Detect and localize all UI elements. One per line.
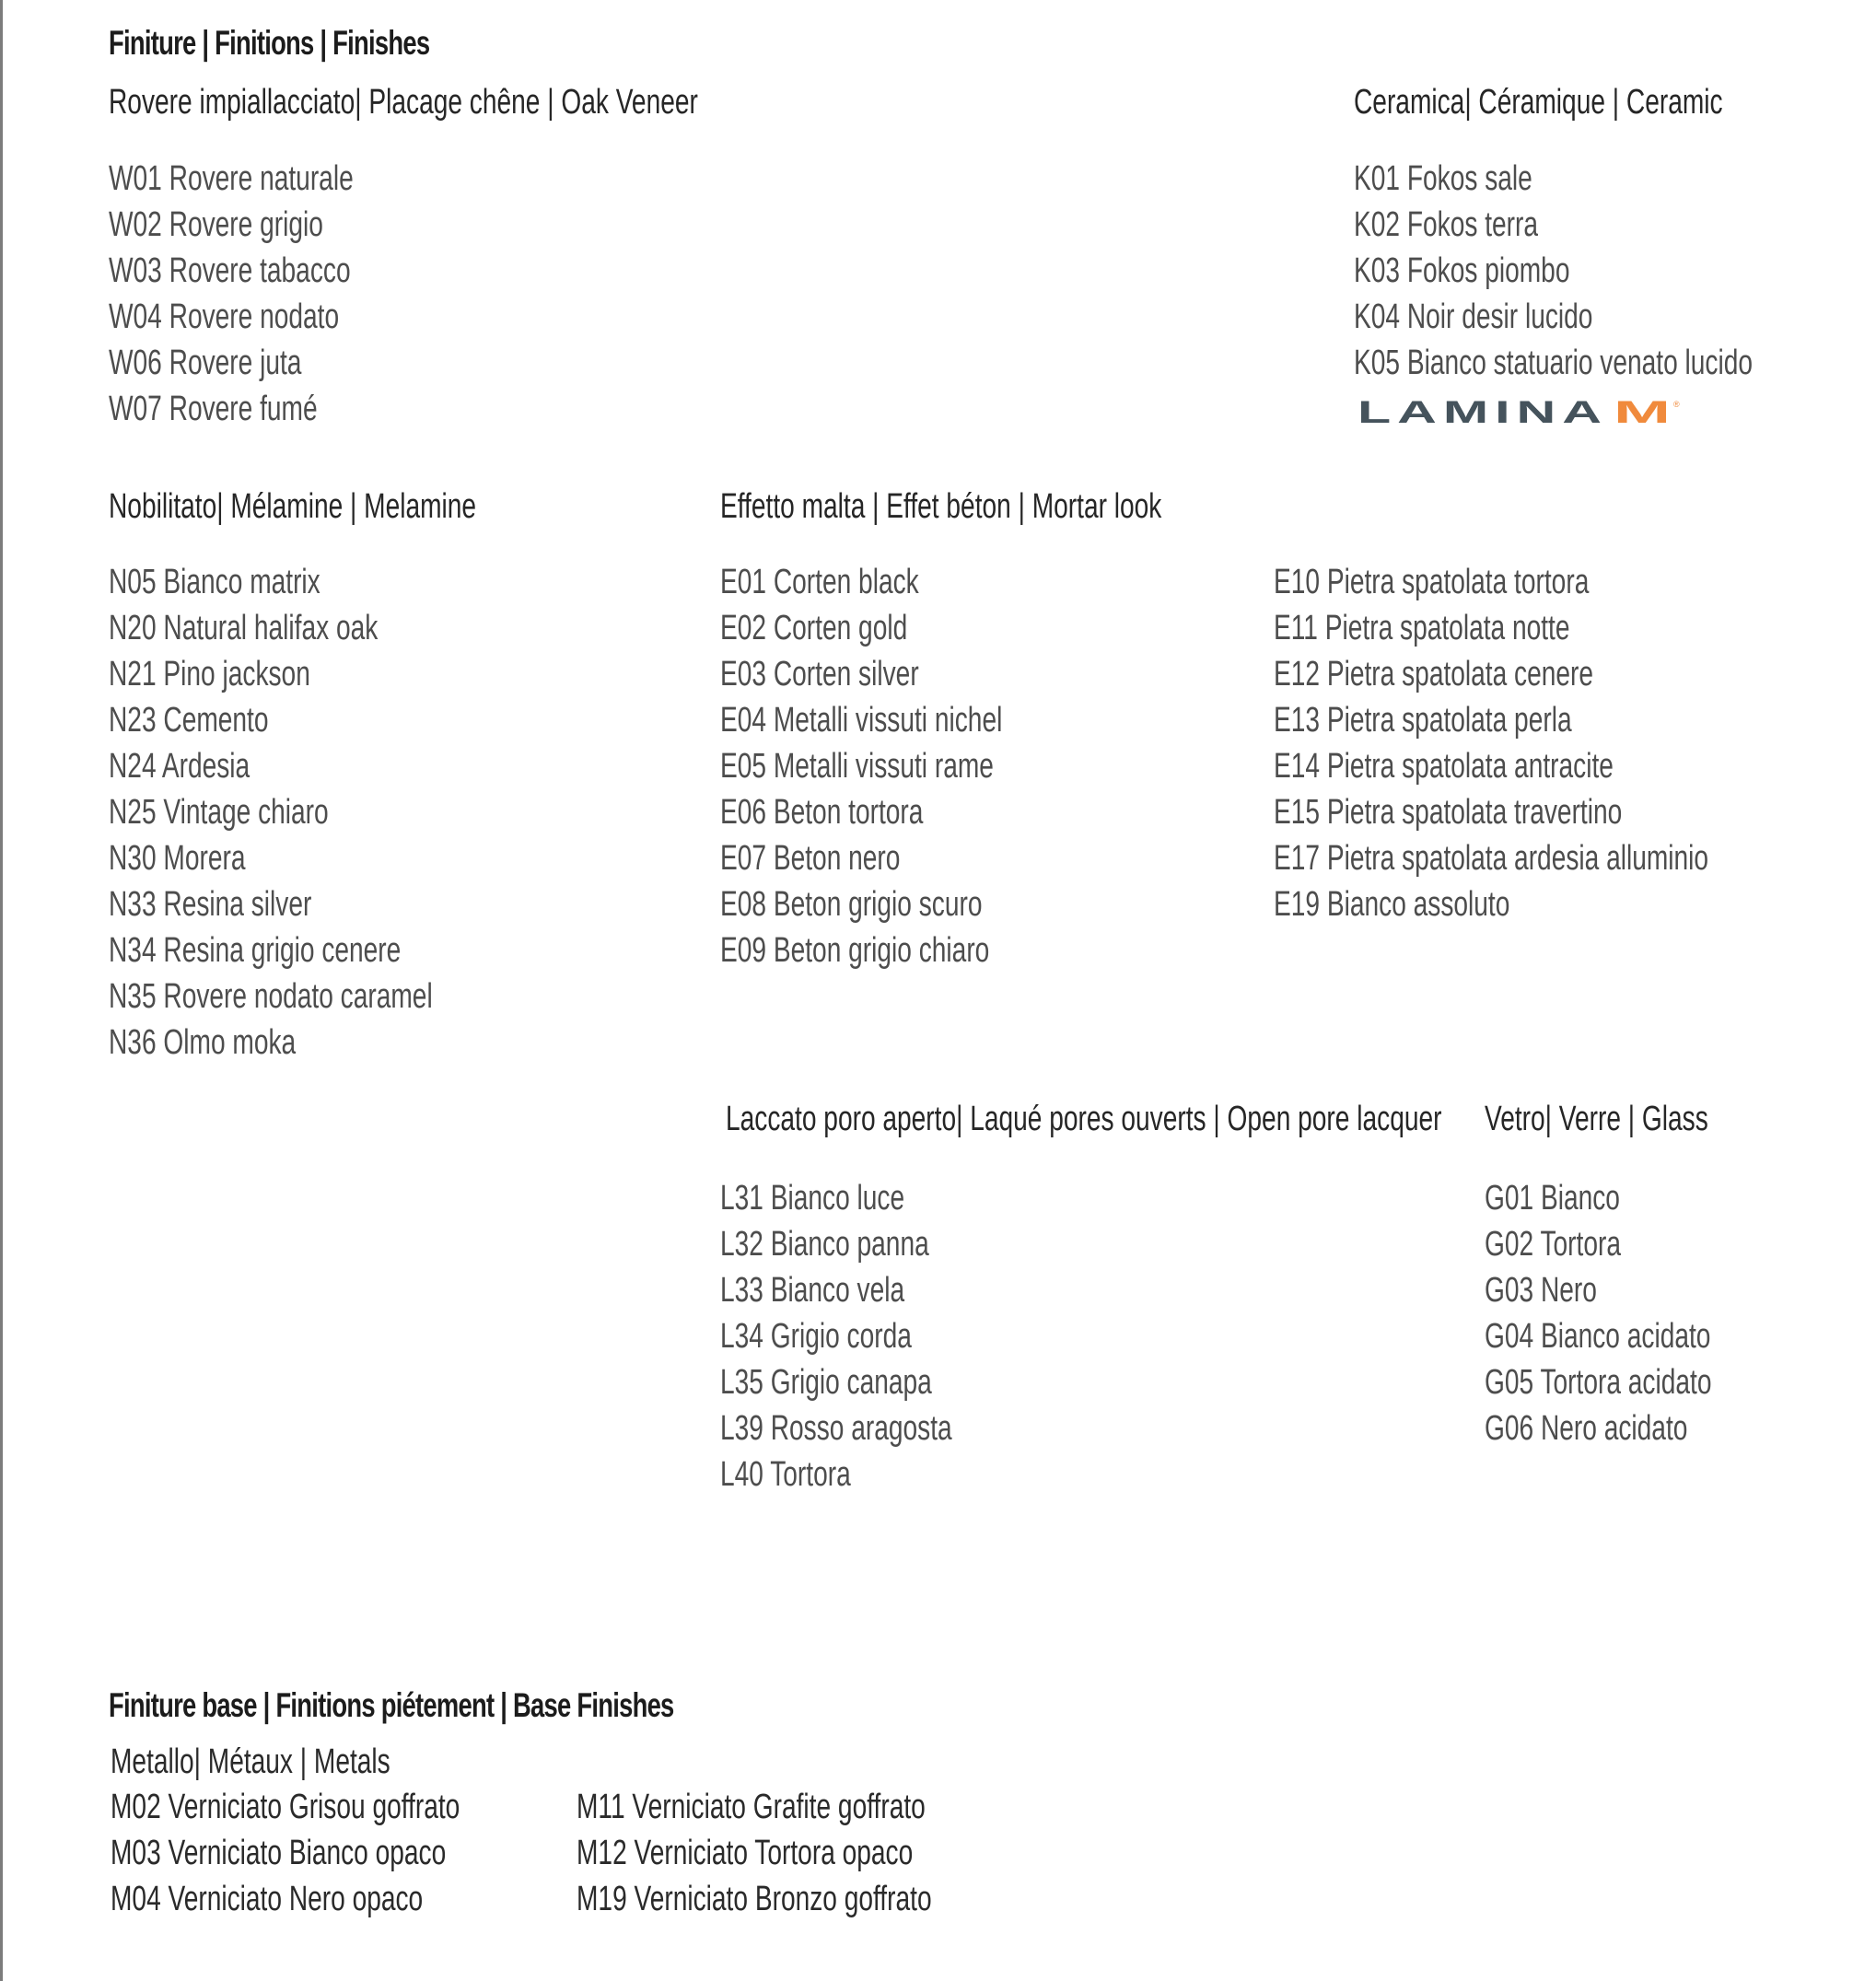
finish-item: E07 Beton nero: [720, 839, 901, 878]
finish-item: E06 Beton tortora: [720, 793, 924, 832]
finish-item: G02 Tortora: [1485, 1225, 1621, 1264]
finish-item: E13 Pietra spatolata perla: [1274, 701, 1572, 740]
finish-item: E14 Pietra spatolata antracite: [1274, 747, 1614, 786]
svg-text:®: ®: [1673, 400, 1680, 409]
finish-item: E08 Beton grigio scuro: [720, 885, 983, 924]
page-title-block: [109, 20, 542, 66]
laminam-logo: [1357, 398, 1698, 424]
finish-item: K03 Fokos piombo: [1354, 251, 1570, 290]
finish-item: M19 Verniciato Bronzo goffrato: [577, 1880, 932, 1918]
finish-item: M03 Verniciato Bianco opaco: [111, 1834, 447, 1872]
finish-item: K02 Fokos terra: [1354, 205, 1539, 244]
mortar-look-section: [720, 484, 1317, 530]
finish-item: W04 Rovere nodato: [109, 297, 340, 336]
page-title: Finiture | Finitions | Finishes: [109, 24, 430, 62]
finish-item: W01 Rovere naturale: [109, 159, 354, 198]
finish-item: L40 Tortora: [720, 1455, 851, 1494]
finish-item: W07 Rovere fumé: [109, 390, 318, 428]
glass-section: [1485, 1096, 1787, 1142]
mortar-look-heading: Effetto malta | Effet béton | Mortar look: [720, 487, 1162, 526]
metals-list-2: [577, 1784, 1056, 1922]
finish-item: N23 Cemento: [109, 701, 269, 740]
finish-item: E01 Corten black: [720, 563, 919, 601]
oak-veneer-heading: Rovere impiallacciato| Placage chêne | Oak Veneer: [109, 83, 698, 122]
finish-item: W06 Rovere juta: [109, 344, 302, 382]
ceramic-section: [1354, 79, 1852, 125]
open-pore-lacquer-list: [720, 1175, 1033, 1497]
finish-item: E17 Pietra spatolata ardesia alluminio: [1274, 839, 1709, 878]
finish-item: N30 Morera: [109, 839, 246, 878]
svg-text:M: M: [1614, 398, 1671, 425]
finish-item: N20 Natural halifax oak: [109, 609, 379, 647]
melamine-list: [109, 559, 546, 1066]
finish-item: N36 Olmo moka: [109, 1023, 297, 1062]
finish-item: N25 Vintage chiaro: [109, 793, 329, 832]
finish-item: W03 Rovere tabacco: [109, 251, 351, 290]
finish-item: E04 Metalli vissuti nichel: [720, 701, 1003, 740]
finish-item: L33 Bianco vela: [720, 1271, 905, 1310]
left-border-rule: [0, 0, 3, 1981]
finish-item: G06 Nero acidato: [1485, 1409, 1688, 1448]
finish-item: L34 Grigio corda: [720, 1317, 912, 1356]
finish-item: N33 Resina silver: [109, 885, 312, 924]
finish-item: L35 Grigio canapa: [720, 1363, 932, 1402]
oak-veneer-list: [109, 156, 439, 432]
finish-item: E19 Bianco assoluto: [1274, 885, 1510, 924]
glass-heading: Vetro| Verre | Glass: [1485, 1100, 1708, 1138]
finish-item: E12 Pietra spatolata cenere: [1274, 655, 1594, 693]
finish-item: L32 Bianco panna: [720, 1225, 929, 1264]
finish-item: L31 Bianco luce: [720, 1179, 905, 1218]
base-finishes-section: [109, 1683, 872, 1729]
finish-item: M12 Verniciato Tortora opaco: [577, 1834, 914, 1872]
finish-item: N24 Ardesia: [109, 747, 251, 786]
finish-item: G04 Bianco acidato: [1485, 1317, 1711, 1356]
finish-item: K04 Noir desir lucido: [1354, 297, 1593, 336]
finish-item: E03 Corten silver: [720, 655, 919, 693]
glass-list: [1485, 1175, 1791, 1451]
metals-heading: Metallo| Métaux | Metals: [111, 1742, 390, 1781]
mortar-look-list-2: [1274, 559, 1861, 927]
mortar-look-list-1: [720, 559, 1101, 973]
metals-heading-block: [111, 1739, 488, 1785]
ceramic-list: [1354, 156, 1876, 386]
ceramic-heading: Ceramica| Céramique | Ceramic: [1354, 83, 1723, 122]
finish-item: M02 Verniciato Grisou goffrato: [111, 1788, 460, 1826]
finish-item: G01 Bianco: [1485, 1179, 1620, 1218]
finish-item: E09 Beton grigio chiaro: [720, 931, 990, 970]
finish-item: L39 Rosso aragosta: [720, 1409, 952, 1448]
finish-item: E10 Pietra spatolata tortora: [1274, 563, 1590, 601]
finish-item: E05 Metalli vissuti rame: [720, 747, 994, 786]
finish-item: N35 Rovere nodato caramel: [109, 977, 433, 1016]
finish-item: N34 Resina grigio cenere: [109, 931, 402, 970]
finish-item: M11 Verniciato Grafite goffrato: [577, 1788, 926, 1826]
base-finishes-title: Finiture base | Finitions piétement | Base Finishes: [109, 1686, 674, 1724]
laminam-logo-icon: [1357, 398, 1698, 425]
open-pore-lacquer-heading: Laccato poro aperto| Laqué pores ouverts | Open pore lacquer: [726, 1100, 1442, 1138]
finish-item: G05 Tortora acidato: [1485, 1363, 1712, 1402]
finish-item: K01 Fokos sale: [1354, 159, 1532, 198]
finish-item: K05 Bianco statuario venato lucido: [1354, 344, 1754, 382]
metals-list-1: [111, 1784, 583, 1922]
finish-item: N21 Pino jackson: [109, 655, 310, 693]
melamine-section: [109, 484, 605, 530]
finish-item: E02 Corten gold: [720, 609, 908, 647]
finish-item: G03 Nero: [1485, 1271, 1597, 1310]
oak-veneer-section: [109, 79, 905, 125]
finish-item: N05 Bianco matrix: [109, 563, 320, 601]
finish-item: W02 Rovere grigio: [109, 205, 323, 244]
finish-item: M04 Verniciato Nero opaco: [111, 1880, 424, 1918]
finish-item: E11 Pietra spatolata notte: [1274, 609, 1570, 647]
svg-text:LAMINA: LAMINA: [1357, 398, 1608, 425]
melamine-heading: Nobilitato| Mélamine | Melamine: [109, 487, 477, 526]
finish-item: E15 Pietra spatolata travertino: [1274, 793, 1623, 832]
